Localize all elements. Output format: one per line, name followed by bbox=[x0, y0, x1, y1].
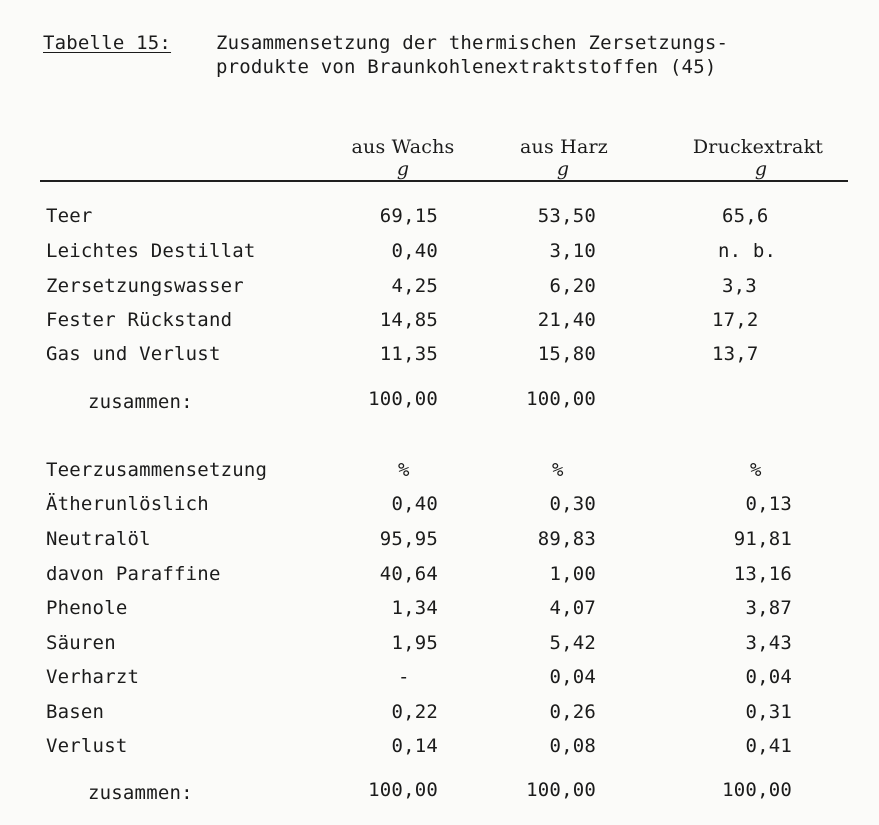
table-caption-title-line-2: produkte von Braunkohlenextraktstoffen (45) bbox=[216, 56, 717, 78]
cell-value: 3,3 bbox=[722, 275, 757, 297]
cell-value: 0,08 bbox=[549, 735, 596, 757]
total-value: 100,00 bbox=[368, 779, 438, 801]
total-value: 100,00 bbox=[368, 388, 438, 410]
cell-value: 0,04 bbox=[549, 666, 596, 688]
percent-unit: % bbox=[398, 459, 410, 481]
cell-value: 0,13 bbox=[745, 493, 792, 515]
row-label: Säuren bbox=[46, 632, 116, 654]
table-caption-label: Tabelle 15: bbox=[43, 32, 172, 54]
cell-value: 6,20 bbox=[549, 275, 596, 297]
cell-value: 0,40 bbox=[391, 240, 438, 262]
section-header-label: Teerzusammensetzung bbox=[46, 459, 268, 481]
cell-value: 0,41 bbox=[745, 735, 792, 757]
cell-value: n. b. bbox=[718, 240, 777, 262]
row-label: Verharzt bbox=[46, 666, 140, 688]
row-label: Zersetzungswasser bbox=[46, 275, 244, 297]
cell-value: 11,35 bbox=[379, 343, 438, 365]
percent-unit: % bbox=[552, 459, 564, 481]
total-value: 100,00 bbox=[526, 388, 596, 410]
unit-label-harz: g bbox=[556, 158, 570, 180]
column-header-wachs: aus Wachs bbox=[351, 136, 455, 158]
table-caption-title-line-1: Zusammensetzung der thermischen Zersetzungs- bbox=[216, 32, 729, 54]
cell-value: 4,25 bbox=[391, 275, 438, 297]
cell-value: 0,30 bbox=[549, 493, 596, 515]
unit-label-druckextrakt: g bbox=[754, 158, 768, 180]
cell-value: 4,07 bbox=[549, 597, 596, 619]
cell-value: 15,80 bbox=[537, 343, 596, 365]
header-rule bbox=[40, 180, 848, 182]
cell-value: 1,00 bbox=[549, 563, 596, 585]
cell-value: 89,83 bbox=[537, 528, 596, 550]
total-value: 100,00 bbox=[722, 779, 792, 801]
cell-value: 95,95 bbox=[379, 528, 438, 550]
cell-value: 13,7 bbox=[712, 343, 759, 365]
total-label: zusammen: bbox=[88, 782, 193, 804]
cell-value: 69,15 bbox=[379, 205, 438, 227]
cell-value: 1,34 bbox=[391, 597, 438, 619]
percent-unit: % bbox=[750, 459, 762, 481]
row-label: Fester Rückstand bbox=[46, 309, 233, 331]
row-label: Teer bbox=[46, 205, 93, 227]
cell-value: 3,43 bbox=[745, 632, 792, 654]
cell-value: 17,2 bbox=[712, 309, 759, 331]
cell-value: - bbox=[398, 666, 410, 688]
cell-value: 0,31 bbox=[745, 701, 792, 723]
cell-value: 65,6 bbox=[722, 205, 769, 227]
row-label: Basen bbox=[46, 701, 105, 723]
cell-value: 13,16 bbox=[733, 563, 792, 585]
cell-value: 0,14 bbox=[391, 735, 438, 757]
cell-value: 1,95 bbox=[391, 632, 438, 654]
cell-value: 0,40 bbox=[391, 493, 438, 515]
cell-value: 0,04 bbox=[745, 666, 792, 688]
row-label: Leichtes Destillat bbox=[46, 240, 256, 262]
cell-value: 0,22 bbox=[391, 701, 438, 723]
total-label: zusammen: bbox=[88, 391, 193, 413]
cell-value: 40,64 bbox=[379, 563, 438, 585]
row-label: Verlust bbox=[46, 735, 128, 757]
cell-value: 53,50 bbox=[537, 205, 596, 227]
cell-value: 3,10 bbox=[549, 240, 596, 262]
column-header-druckextrakt: Druckextrakt bbox=[692, 136, 824, 158]
cell-value: 21,40 bbox=[537, 309, 596, 331]
row-label: Neutralöl bbox=[46, 528, 151, 550]
row-label: Phenole bbox=[46, 597, 128, 619]
unit-label-wachs: g bbox=[396, 158, 410, 180]
cell-value: 91,81 bbox=[733, 528, 792, 550]
cell-value: 3,87 bbox=[745, 597, 792, 619]
row-label: Gas und Verlust bbox=[46, 343, 221, 365]
cell-value: 14,85 bbox=[379, 309, 438, 331]
cell-value: 5,42 bbox=[549, 632, 596, 654]
row-label: davon Paraffine bbox=[46, 563, 221, 585]
column-header-harz: aus Harz bbox=[520, 136, 608, 158]
cell-value: 0,26 bbox=[549, 701, 596, 723]
total-value: 100,00 bbox=[526, 779, 596, 801]
row-label: Ätherunlöslich bbox=[46, 493, 209, 515]
